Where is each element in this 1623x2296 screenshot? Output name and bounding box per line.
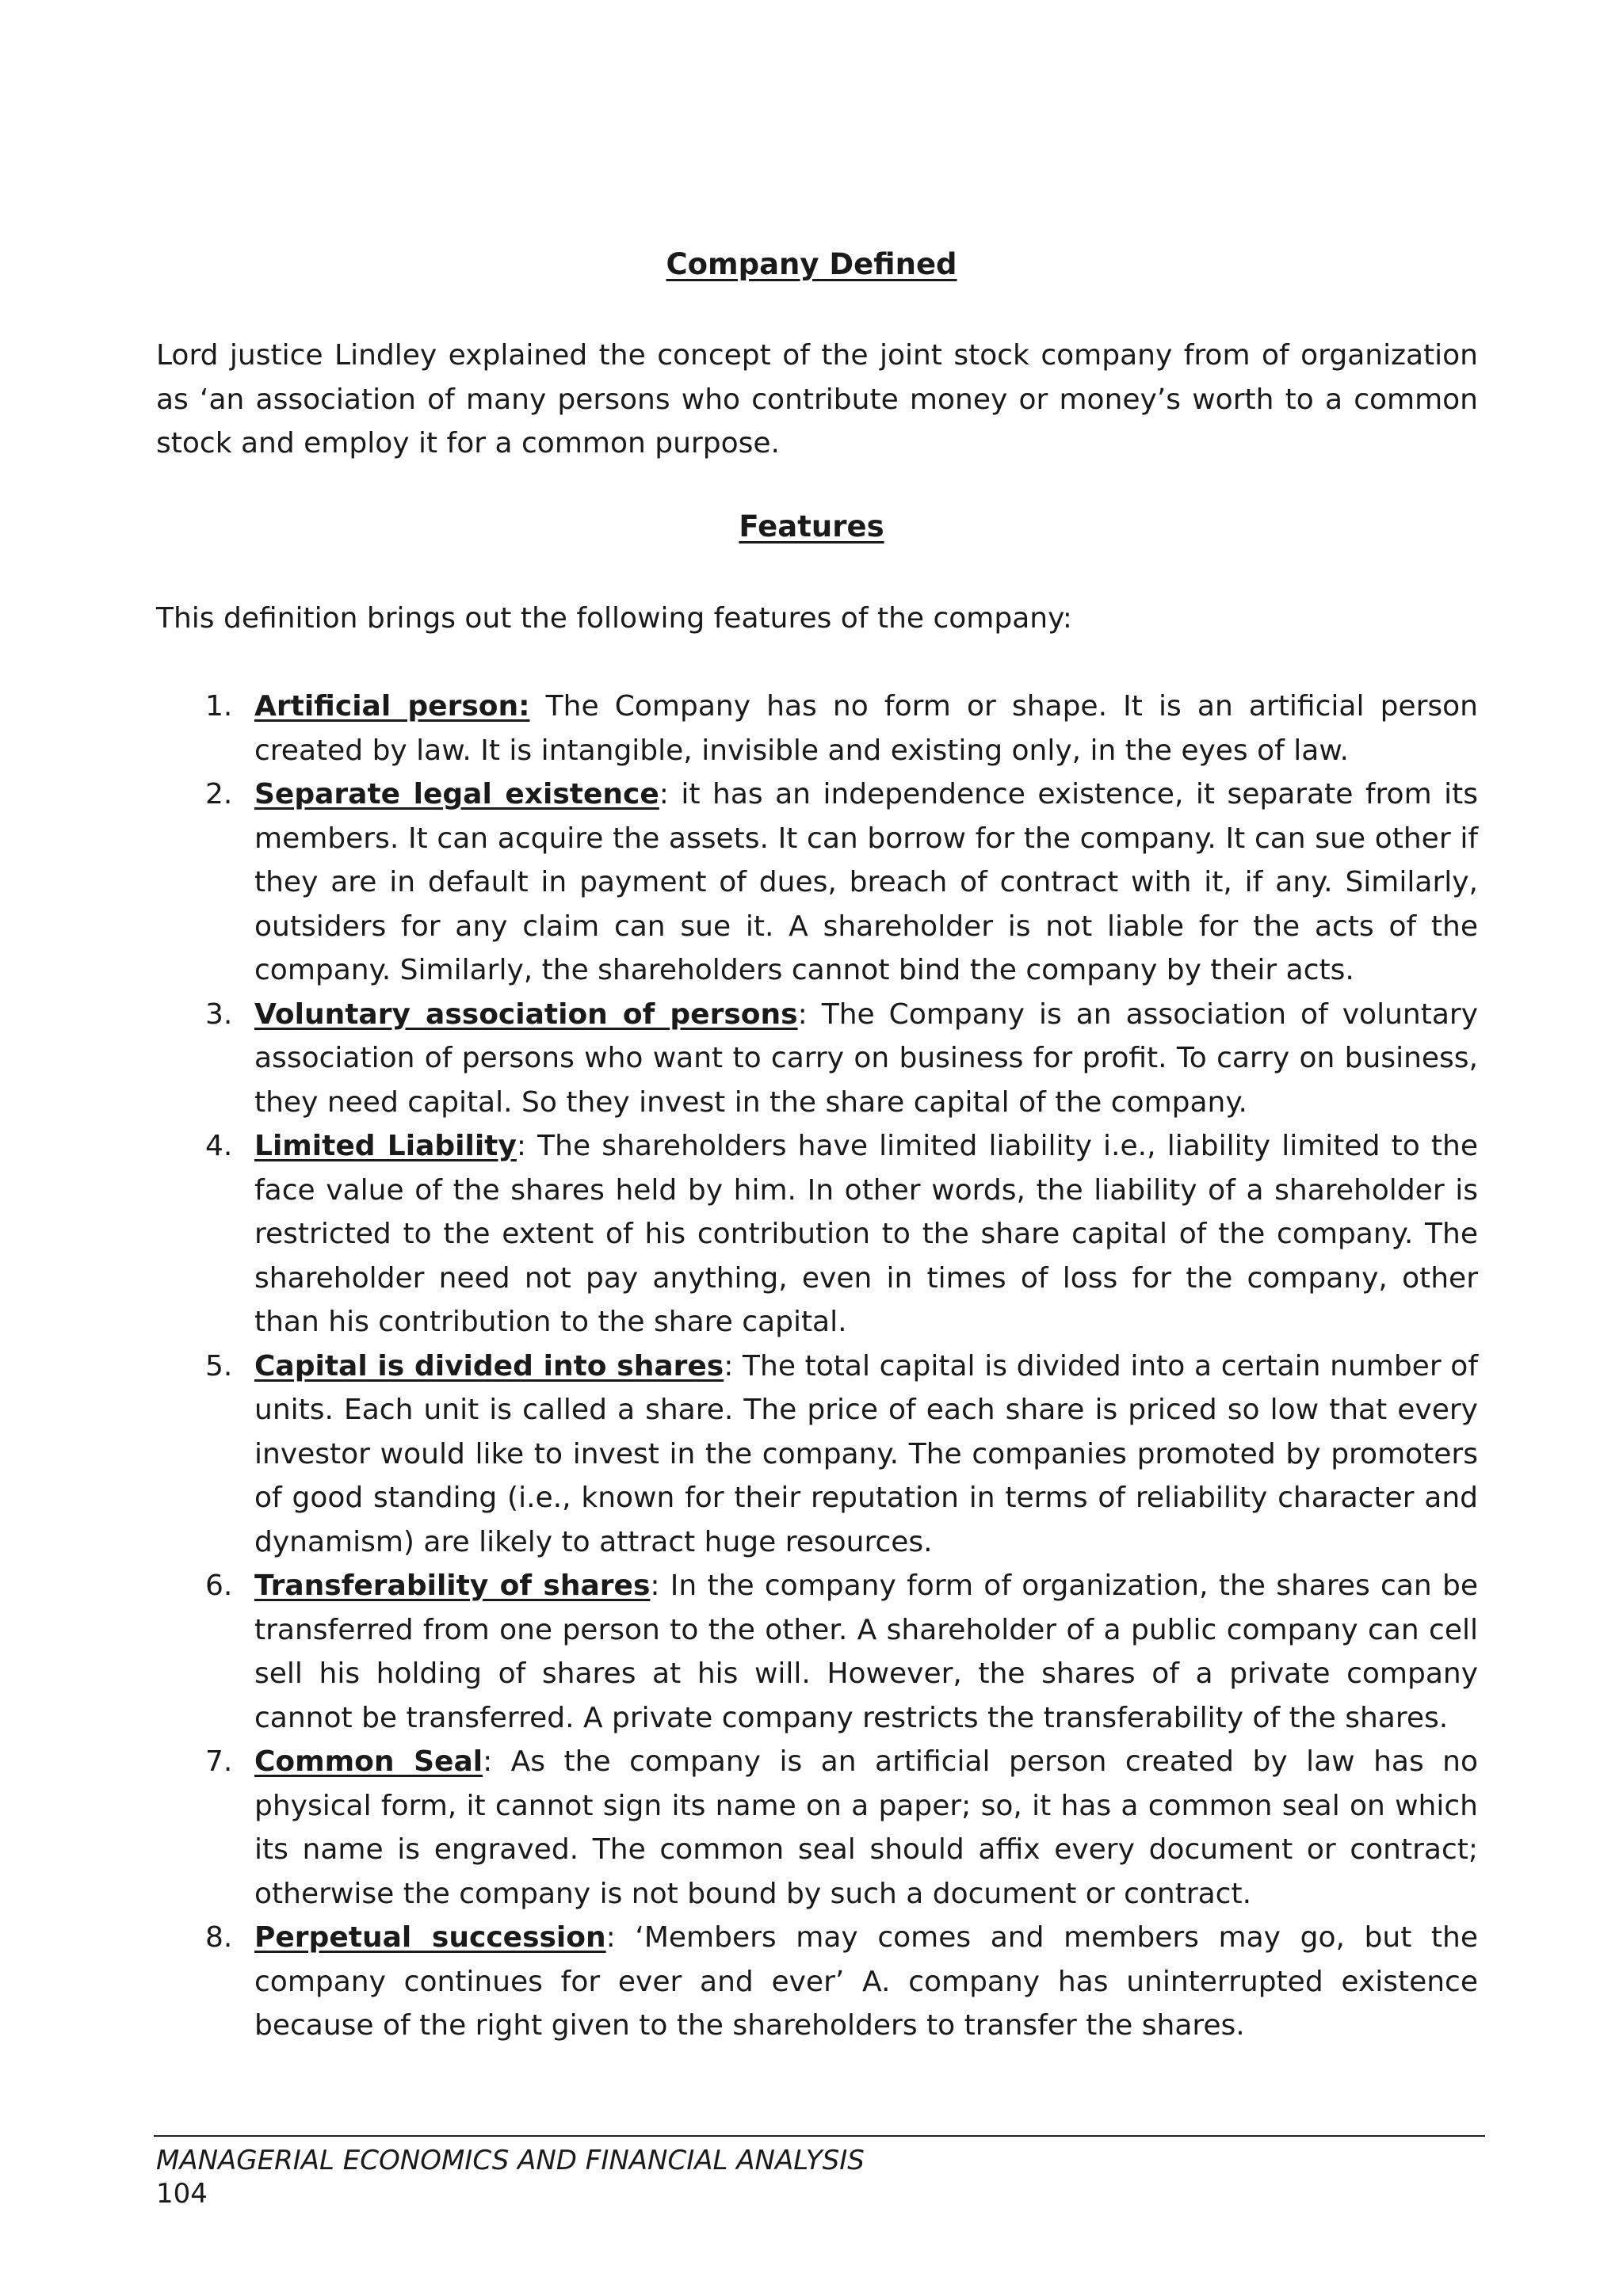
heading-features: Features	[739, 509, 884, 543]
features-lead-in: This definition brings out the following features of the company:	[156, 602, 1072, 635]
feature-number: 6.	[205, 1569, 233, 1602]
feature-title: Limited Liability	[254, 1130, 517, 1162]
footer-page-number: 104	[156, 2178, 208, 2210]
feature-item-limited-liability	[156, 1124, 1478, 1344]
feature-text: : The shareholders have limited liability i.e., liability limited to the face value of the shares held by him. In other words, the liability of a shareholder is restricted to the extent of his contribution to the share capital of the company. The shareholder need not pay anything, even in times of loss for the company, other than his contribution to the share capital.	[254, 1130, 1478, 1338]
feature-item-artificial-person	[156, 685, 1478, 772]
feature-text: : it has an independence existence, it separate from its members. It can acquire the assets. It can borrow for the company. It can sue other if they are in default in payment of dues, breach of contract with it, if any. Similarly, outsiders for any claim can sue it. A shareholder is not liable for the acts of the company. Similarly, the shareholders cannot bind the company by their acts.	[254, 778, 1479, 986]
feature-item-perpetual-succession	[156, 1916, 1478, 2048]
features-list	[156, 685, 1478, 2048]
feature-item-separate-legal-existence	[156, 772, 1478, 993]
feature-text: : The Company is an association of voluntary association of persons who want to carry on business for profit. To carry on business, they need capital. So they invest in the share capital of the company.	[254, 997, 1479, 1119]
feature-title: Artificial person:	[254, 690, 530, 723]
feature-text: : As the company is an artificial person created by law has no physical form, it cannot sign its name on a paper; so, it has a common seal on which its name is engraved. The common seal should affix every document or contract; otherwise the company is not bound by such a document or contract.	[254, 1745, 1479, 1910]
feature-item-capital-divided	[156, 1344, 1478, 1565]
feature-item-transferability	[156, 1564, 1478, 1740]
feature-title: Perpetual succession	[254, 1921, 606, 1954]
feature-text: : In the company form of organization, the shares can be transferred from one person to the other. A shareholder of a public company can cell sell his holding of shares at his will. However, the shares of a private company cannot be transferred. A private company restricts the transferability of the shares.	[254, 1569, 1478, 1734]
feature-title: Capital is divided into shares	[254, 1349, 724, 1383]
heading-company-defined: Company Defined	[666, 247, 957, 281]
feature-number: 2.	[205, 778, 233, 810]
feature-text: The Company has no form or shape. It is an artificial person created by law. It is intangible, invisible and existing only, in the eyes of law.	[254, 690, 1478, 767]
feature-text: : ‘Members may comes and members may go, but the company continues for ever and ever’ A. company has uninterrupted existence because of the right given to the shareholders to transfer the shares.	[254, 1921, 1479, 2042]
feature-number: 8.	[205, 1921, 233, 1954]
feature-number: 3.	[205, 997, 233, 1031]
feature-number: 1.	[205, 690, 233, 723]
feature-number: 5.	[205, 1349, 233, 1383]
feature-title: Transferability of shares	[254, 1569, 651, 1602]
feature-item-common-seal	[156, 1740, 1478, 1916]
feature-number: 4.	[205, 1130, 233, 1162]
feature-title: Common Seal	[254, 1745, 483, 1778]
feature-title: Voluntary association of persons	[254, 997, 798, 1031]
feature-number: 7.	[205, 1745, 233, 1778]
feature-text: : The total capital is divided into a certain number of units. Each unit is called a share. The price of each share is priced so low that every investor would like to invest in the company. The companies promoted by promoters of good standing (i.e., known for their reputation in terms of reliability character and dynamism) are likely to attract huge resources.	[254, 1349, 1479, 1558]
footer-book-title: MANAGERIAL ECONOMICS AND FINANCIAL ANALYSIS	[156, 2145, 865, 2176]
definition-paragraph: Lord justice Lindley explained the concept of the joint stock company from of organization as ‘an association of many persons who contribute money or money’s worth to a common stock and employ it for a common purpose.	[156, 339, 1478, 460]
feature-title: Separate legal existence	[254, 778, 659, 810]
footer-divider	[154, 2135, 1485, 2137]
feature-item-voluntary-association	[156, 993, 1478, 1125]
